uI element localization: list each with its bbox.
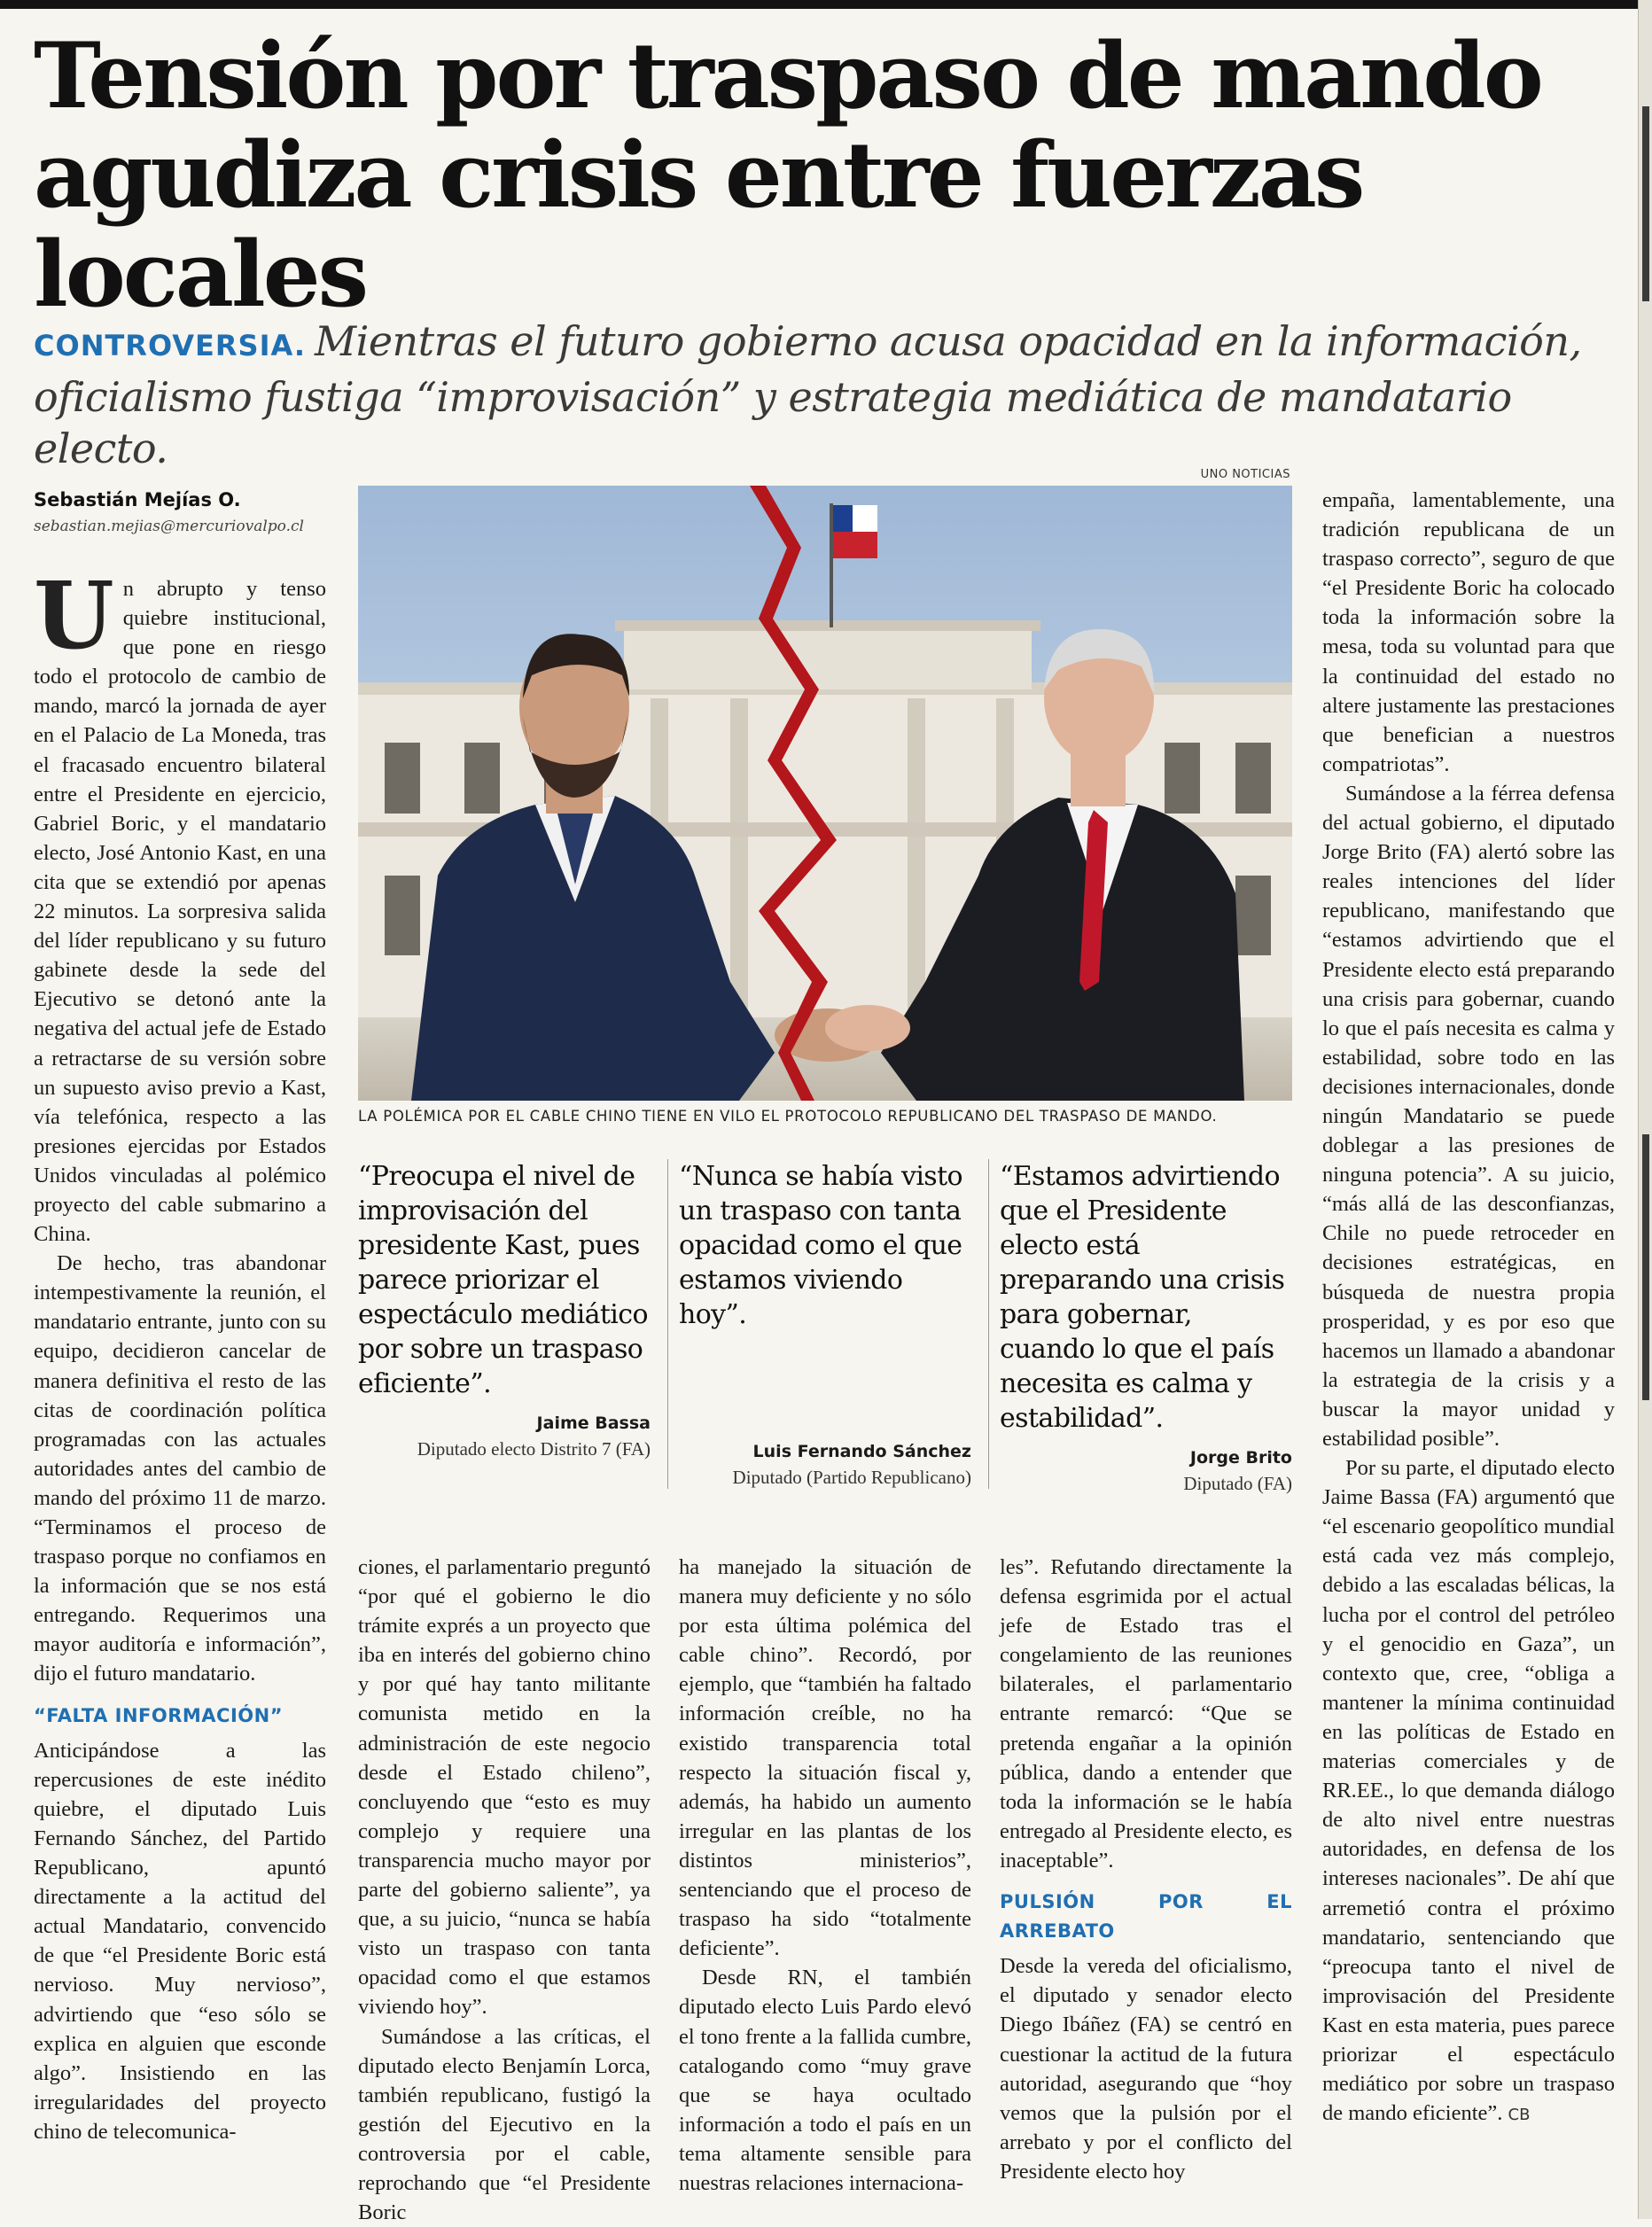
- quote-text: “Nunca se había visto un traspaso con tanta opacidad como el que estamos viviendo hoy”.: [679, 1159, 971, 1332]
- article-paragraph: Un abrupto y tenso quiebre institucional, que pone en riesgo todo el protocolo de cambio de mando, marcó la jornada de ayer en el Palacio de La Moneda, tras el fracasado encuentro bilateral entre el Presidente en ejercicio, Gabriel Boric, y el mandatario electo, José Antonio Kast, en una cita que se extendió por apenas 22 minutos. La sorpresiva salida del líder republicano y su futuro gabinete desde la sede del Ejecutivo se detonó ante la negativa del actual jefe de Estado a retractarse de su versión sobre un supuesto aviso previo a Kast, vía telefónica, respecto a las presiones ejercidas por Estados Unidos vinculadas al polémico proyecto del cable submarino a China.: [34, 574, 326, 1249]
- quote-text: “Estamos advirtiendo que el Presidente electo está preparando una crisis para gobernar, cuando lo que el país necesita es calma y estabilidad”.: [1000, 1159, 1292, 1436]
- quote-name: Luis Fernando Sánchez: [679, 1442, 971, 1461]
- quote-name: Jorge Brito: [1000, 1448, 1292, 1468]
- article-paragraph: ha manejado la situación de manera muy deficiente y no sólo por esta última polémica del cable chino”. Recordó, por ejemplo, que “también ha faltado información creíble, no ha existido transparencia total respecto la situación fiscal y, además, ha habido un aumento irregular en las plantas de los distintos ministerios”, sentenciando que el proceso de traspaso ha sido “totalmente deficiente”.: [679, 1553, 971, 1963]
- article-column-1: [34, 574, 326, 2146]
- photo-caption: LA POLÉMICA POR EL CABLE CHINO TIENE EN VILO EL PROTOCOLO REPUBLICANO DEL TRASPASO DE MANDO.: [358, 1108, 1292, 1125]
- drop-cap: U: [34, 578, 114, 654]
- author-email[interactable]: sebastian.mejias@mercuriovalpo.cl: [34, 518, 326, 535]
- pull-quote-brito: [1000, 1159, 1292, 1495]
- quote-name: Jaime Bassa: [358, 1413, 651, 1433]
- quote-role: Diputado (Partido Republicano): [679, 1467, 971, 1489]
- headline-line2: agudiza crisis entre fuerzas locales: [34, 122, 1362, 328]
- article-column-2: [358, 1553, 651, 2227]
- byline: [34, 489, 326, 535]
- photo-handshake: [358, 486, 1292, 1101]
- article-column-3: [679, 1553, 971, 2198]
- headline-line1: Tensión por traspaso de mando: [34, 23, 1541, 129]
- pull-quote-bassa: [358, 1159, 651, 1460]
- quote-text: “Preocupa el nivel de improvisación del presidente Kast, pues parece priorizar el espectáculo mediático por sobre un traspaso eficiente”.: [358, 1159, 651, 1401]
- deck: [34, 315, 1629, 474]
- handshake-illustration: [358, 486, 1292, 1101]
- article-paragraph: De hecho, tras abandonar intempestivamente la reunión, el mandatario entrante, junto con su equipo, decidieron cancelar de manera definitiva el resto de las citas de coordinación política programadas con las actuales autoridades antes del cambio de mando del próximo 11 de marzo. “Terminamos el proceso de traspaso porque no confiamos en la información que se nos está entregando. Requerimos una mayor auditoría e información”, dijo el futuro mandatario.: [34, 1249, 326, 1688]
- article-paragraph: ciones, el parlamentario preguntó “por qué el gobierno le dio trámite exprés a un proyecto que iba en interés del gobierno chino y por qué hay tanto militante comunista metido en la administración de este negocio desde el Estado chileno”, concluyendo que “esto es muy complejo y requiere una transparencia mucho mayor por parte del gobierno saliente”, ya que, a su juicio, “nunca se había visto un traspaso con tanta opacidad como el que estamos viviendo hoy”.: [358, 1553, 651, 2022]
- photo-credit: UNO NOTICIAS: [1152, 468, 1290, 481]
- adjacent-page-edge: [1638, 0, 1652, 2219]
- top-rule: [0, 0, 1652, 9]
- deck-kicker: CONTROVERSIA.: [34, 329, 306, 362]
- article-column-5: [1322, 486, 1615, 2130]
- article-column-4: [1000, 1553, 1292, 2186]
- article-paragraph: Desde la vereda del oficialismo, el diputado y senador electo Diego Ibáñez (FA) se centró en cuestionar la actitud de la futura autoridad, asegurando que “hoy vemos que la pulsión por el arrebato y por el conflicto del Presidente electo hoy: [1000, 1951, 1292, 2186]
- quote-role: Diputado electo Distrito 7 (FA): [358, 1438, 651, 1460]
- article-paragraph: Desde RN, el también diputado electo Luis Pardo elevó el tono frente a la fallida cumbre, catalogando como “muy grave que se haya ocultado información a todo el país en un tema altamente sensible para nuestras relaciones internaciona-: [679, 1963, 971, 2198]
- deck-text: Mientras el futuro gobierno acusa opacidad en la información, oficialismo fustiga “improvisación” y estrategia mediática de mandatario electo.: [34, 317, 1582, 472]
- article-paragraph: Por su parte, el diputado electo Jaime Bassa (FA) argumentó que “el escenario geopolítico mundial está cada vez más complejo, debido a las escaladas bélicas, la lucha por el control del petróleo y el genocidio en Gaza”, un contexto que, cree, “obliga a mantener la mínima continuidad en las políticas de Estado en materias comerciales y de RR.EE., lo que demanda diálogo de alto nivel entre nuestras autoridades, en defensa de los intereses nacionales”. De ahí que arremetió contra el próximo mandatario, sentenciando que “preocupa tanto el nivel de improvisación del Presidente Kast en esta materia, pues parece priorizar el espectáculo mediático por sobre un traspaso de mando eficiente”. CB: [1322, 1453, 1615, 2130]
- headline: [34, 27, 1629, 324]
- article-paragraph: Sumándose a las críticas, el diputado electo Benjamín Lorca, también republicano, fustigó la gestión del Ejecutivo en la controversia por el cable, reprochando que “el Presidente Boric: [358, 2022, 651, 2227]
- column-rule: [988, 1159, 989, 1489]
- author-name: Sebastián Mejías O.: [34, 489, 326, 510]
- column-rule: [667, 1159, 668, 1489]
- end-mark-icon: CB: [1508, 2106, 1531, 2124]
- article-paragraph: empaña, lamentablemente, una tradición republicana de un traspaso correcto”, seguro de que “el Presidente Boric ha colocado toda la información sobre la mesa, toda su voluntad para que la continuidad del estado no altere justamente las prestaciones que benefician a nuestros compatriotas”.: [1322, 486, 1615, 779]
- pull-quote-sanchez: [679, 1159, 971, 1489]
- subhead-falta-informacion: “FALTA INFORMACIÓN”: [34, 1701, 326, 1731]
- article-paragraph: les”. Refutando directamente la defensa esgrimida por el actual jefe de Estado tras el congelamiento de las reuniones bilaterales, el parlamentario entrante remarcó: “Que se pretenda engañar a la opinión pública, dando a entender que toda la información se le había entregado al Presidente electo, es inaceptable”.: [1000, 1553, 1292, 1875]
- article-paragraph: Sumándose a la férrea defensa del actual gobierno, el diputado Jorge Brito (FA) alertó sobre las reales intenciones del líder republicano, manifestando que “estamos advirtiendo que el Presidente electo está preparando una crisis para gobernar, cuando lo que el país necesita es calma y estabilidad, sobre todo en las decisiones internacionales, donde ningún Mandatario se puede doblegar a las presiones de ninguna potencia”. A su juicio, “más allá de las desconfianzas, Chile no puede retroceder en decisiones estratégicas, en búsqueda de nuestra propia prosperidad, y es por eso que hacemos un llamado a abandonar la estrategia de la crisis y a buscar la mayor unidad y estabilidad posible”.: [1322, 779, 1615, 1453]
- quote-role: Diputado (FA): [1000, 1473, 1292, 1495]
- subhead-pulsion-por-el-arrebato: PULSIÓN POR EL ARREBATO: [1000, 1888, 1292, 1946]
- article-paragraph: Anticipándose a las repercusiones de este inédito quiebre, el diputado Luis Fernando Sánchez, del Partido Republicano, apuntó directamente a la actitud del actual Mandatario, convencido de que “el Presidente Boric está nervioso. Muy nervioso”, advirtiendo que “eso sólo se explica en alguien que esconde algo”. Insistiendo en las irregularidades del proyecto chino de telecomunica-: [34, 1736, 326, 2146]
